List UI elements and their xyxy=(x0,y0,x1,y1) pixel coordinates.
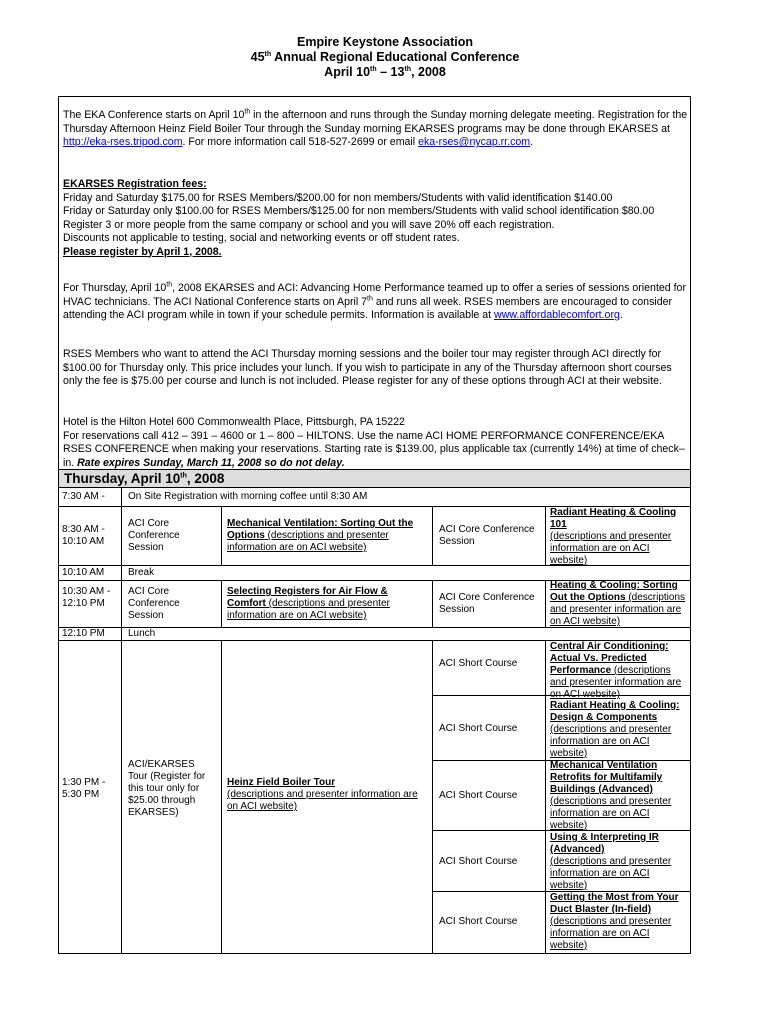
lunch-cell: Lunch xyxy=(128,628,156,639)
table-border xyxy=(545,580,546,627)
fees-line: Discounts not applicable to testing, social and networking events or off student rates. xyxy=(63,232,460,244)
time-cell: 7:30 AM - xyxy=(62,491,105,502)
fees-line: Register 3 or more people from the same company or school and you will save 20% off each registration. xyxy=(63,218,555,231)
session-type: ACI Core Conference Session xyxy=(439,524,535,547)
tour-title[interactable]: Heinz Field Boiler Tour xyxy=(227,777,336,788)
break-cell: Break xyxy=(128,567,155,578)
session-type: ACI Core Conference Session xyxy=(439,592,535,615)
short-course-cell: Getting the Most from Your Duct Blaster (In-field) (descriptions and presenter information are on ACI website) xyxy=(550,892,679,951)
short-course-cell: Radiant Heating & Cooling: Design & Components (descriptions and presenter information are on ACI website) xyxy=(550,700,680,759)
aci-paragraph: For Thursday, April 10th, 2008 EKARSES and ACI: Advancing Home Performance teamed up to offer a series of sessions oriented for HVAC technicians. The ACI National Conference starts on April 7th and runs all week. RSES members are encouraged to consider attending the ACI program while in town if your schedule permits. Information is available at www.affordablecomfort.org. xyxy=(63,281,686,321)
session-title[interactable]: Radiant Heating & Cooling 101 xyxy=(550,507,677,530)
short-course-cell: Central Air Conditioning: Actual Vs. Predicted Performance (descriptions and presenter information are on ACI website) xyxy=(550,641,682,700)
table-border xyxy=(58,488,59,954)
time-cell: 1:30 PM - 5:30 PM xyxy=(62,777,106,800)
time-cell: 10:30 AM - 12:10 PM xyxy=(62,586,111,609)
day-title: Thursday, April 10th, 2008 xyxy=(64,471,225,486)
fees-line: Friday or Saturday only $100.00 for RSES Members/$125.00 for non members/Students with valid school identification $80.00 xyxy=(63,205,655,217)
fees-line: Friday and Saturday $175.00 for RSES Members/$200.00 for non members/Students with valid identification $140.00 xyxy=(63,191,613,204)
short-course-cell: Mechanical Ventilation Retrofits for Multifamily Buildings (Advanced) (descriptions and presenter information are on ACI website) xyxy=(550,760,672,831)
email-link[interactable]: eka-rses@nycap.rr.com xyxy=(418,136,531,148)
ekarses-link[interactable]: http://eka-rses.tripod.com xyxy=(63,136,183,148)
session-cell: Radiant Heating & Cooling 101 (descriptions and presenter information are on ACI website) xyxy=(550,507,677,566)
short-course-cell: Using & Interpreting IR (Advanced) (descriptions and presenter information are on ACI website) xyxy=(550,832,672,891)
registration-cell: On Site Registration with morning coffee until 8:30 AM xyxy=(128,491,368,502)
time-cell: 12:10 PM xyxy=(62,628,105,639)
table-border xyxy=(432,507,433,565)
short-course-label: ACI Short Course xyxy=(439,658,518,669)
table-border xyxy=(432,580,433,627)
table-border xyxy=(221,640,222,954)
fees-section xyxy=(63,178,688,259)
course-title[interactable]: Central Air Conditioning: Actual Vs. Predicted Performance xyxy=(550,641,669,676)
session-title[interactable]: Mechanical Ventilation: Sorting Out the Options xyxy=(227,518,414,541)
table-border xyxy=(58,953,691,954)
short-course-label: ACI Short Course xyxy=(439,790,518,801)
course-title[interactable]: Radiant Heating & Cooling: Design & Components xyxy=(550,700,680,723)
table-border xyxy=(545,507,546,565)
conference-name: 45th Annual Regional Educational Conference xyxy=(250,50,520,64)
fees-heading: EKARSES Registration fees: xyxy=(63,178,207,190)
session-type: ACI Core Conference Session xyxy=(128,586,180,621)
table-border xyxy=(221,580,222,627)
table-border xyxy=(221,507,222,565)
session-cell: Heating & Cooling: Sorting Out the Options (descriptions and presenter information are on ACI website) xyxy=(550,580,686,627)
conference-dates: April 10th – 13th, 2008 xyxy=(324,65,446,79)
table-border xyxy=(690,488,691,954)
aci-link[interactable]: www.affordablecomfort.org xyxy=(494,309,620,321)
register-deadline: Please register by April 1, 2008. xyxy=(63,245,222,258)
rses-paragraph: RSES Members who want to attend the ACI Thursday morning sessions and the boiler tour may register through ACI directly for $100.00 for Thursday only. This price includes your lunch. If you wish to participate in any of the Thursday afternoon short courses only the fee is $75.00 per course and lunch is not included. Please register for any of these options through ACI at their website. xyxy=(63,348,672,387)
session-title[interactable]: Heating & Cooling: Sorting Out the Options xyxy=(550,580,678,603)
table-border xyxy=(545,640,546,954)
session-type: ACI Core Conference Session xyxy=(128,518,180,553)
session-cell: Mechanical Ventilation: Sorting Out the Options (descriptions and presenter information are on ACI website) xyxy=(227,518,414,553)
course-title[interactable]: Getting the Most from Your Duct Blaster (In-field) xyxy=(550,892,679,915)
short-course-label: ACI Short Course xyxy=(439,856,518,867)
table-border xyxy=(121,488,122,954)
tour-type: ACI/EKARSES Tour (Register for this tour only for $25.00 through EKARSES) xyxy=(128,759,206,818)
session-title[interactable]: Selecting Registers for Air Flow & Comfort xyxy=(227,586,388,609)
intro-paragraph: The EKA Conference starts on April 10th in the afternoon and runs through the Sunday morning delegate meeting. Registration for the Thursday Afternoon Heinz Field Boiler Tour through the Sunday morning EKARSES programs may be done through EKARSES at http://eka-rses.tripod.com. For more information call 518-527-2699 or email eka-rses@nycap.rr.com. xyxy=(63,108,688,148)
time-cell: 8:30 AM - 10:10 AM xyxy=(62,524,105,547)
hotel-paragraph: Hotel is the Hilton Hotel 600 Commonwealth Place, Pittsburgh, PA 15222 For reservations call 412 – 391 – 4600 or 1 – 800 – HILTONS. Use the name ACI HOME PERFORMANCE CONFERENCE/EKA RSES CONFERENCE when making your reservations. Starting rate is $139.00, plus applicable tax (currently 14%) at time of check–in. Rate expires Sunday, March 11, 2008 so do not delay. xyxy=(63,416,685,469)
day-header xyxy=(58,469,691,488)
conference-org: Empire Keystone Association xyxy=(297,35,473,49)
short-course-label: ACI Short Course xyxy=(439,916,518,927)
course-title[interactable]: Mechanical Ventilation Retrofits for Multifamily Buildings (Advanced) xyxy=(550,760,663,795)
short-course-label: ACI Short Course xyxy=(439,723,518,734)
time-cell: 10:10 AM xyxy=(62,567,105,578)
course-title[interactable]: Using & Interpreting IR (Advanced) xyxy=(550,832,659,855)
tour-cell: Heinz Field Boiler Tour (descriptions and presenter information are on ACI website) xyxy=(227,777,418,812)
table-border xyxy=(432,640,433,954)
session-cell: Selecting Registers for Air Flow & Comfort (descriptions and presenter information are on ACI website) xyxy=(227,586,390,621)
